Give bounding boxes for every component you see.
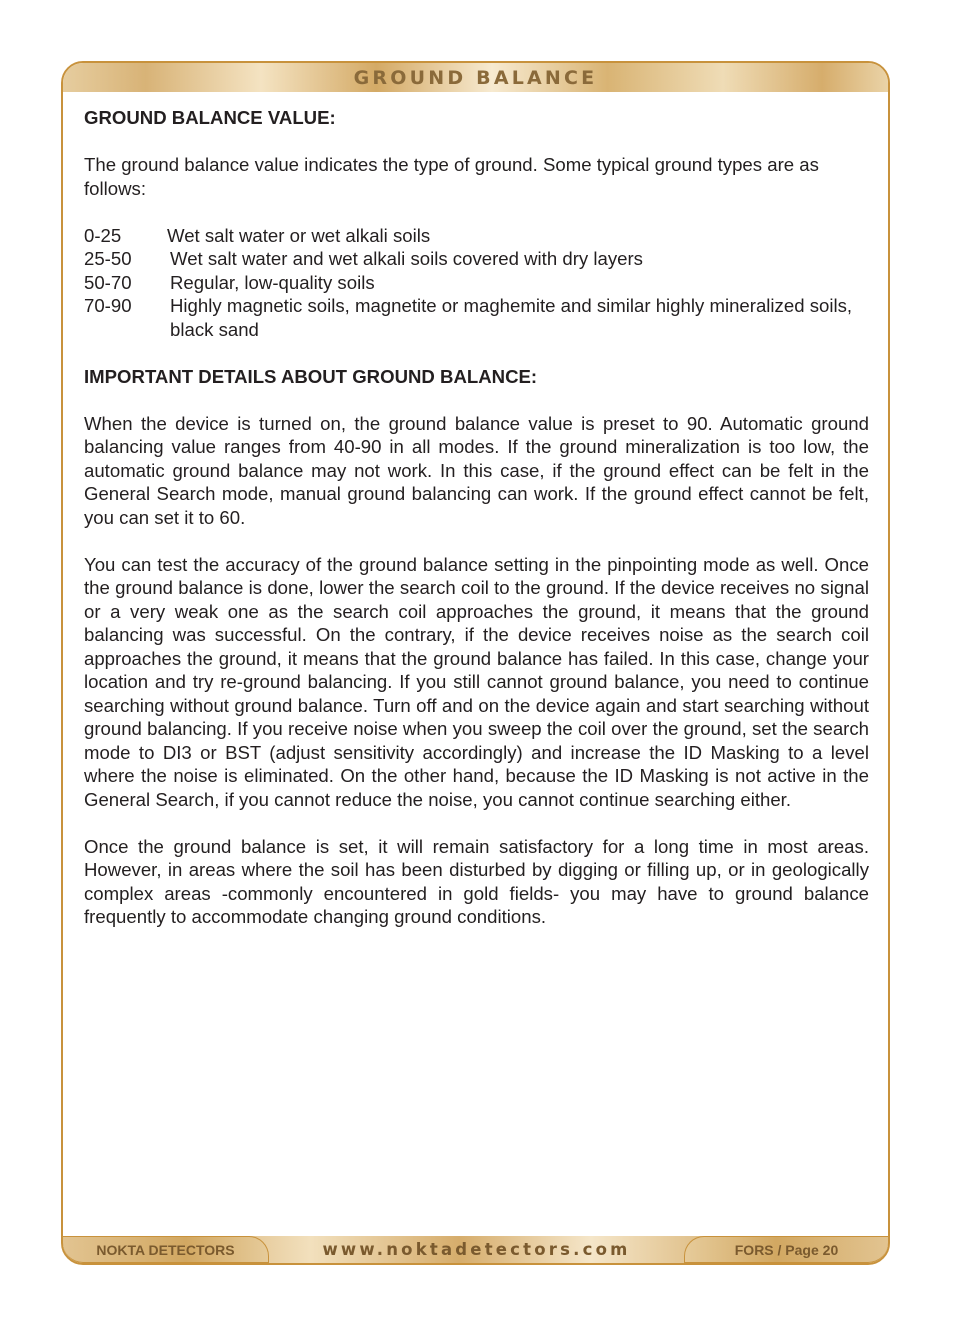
footer-brand-tab	[63, 1236, 269, 1263]
page-header	[63, 63, 888, 92]
page-title: GROUND BALANCE	[353, 66, 598, 89]
range-description: Wet salt water or wet alkali soils	[167, 224, 431, 246]
range-value: 50-70	[84, 271, 132, 293]
page-number: FORS / Page 20	[734, 1241, 839, 1258]
section-heading-important-details: IMPORTANT DETAILS ABOUT GROUND BALANCE:	[84, 365, 538, 387]
section-heading-ground-balance-value: GROUND BALANCE VALUE:	[84, 107, 336, 128]
range-description: Regular, low-quality soils	[170, 271, 375, 293]
intro-paragraph: The ground balance value indicates the type of ground. Some typical ground types are as follows:	[84, 154, 819, 199]
range-description: Highly magnetic soils, magnetite or maghemite and similar highly mineralized soils, black sand	[170, 295, 853, 340]
range-description: Wet salt water and wet alkali soils covered with dry layers	[170, 248, 643, 269]
page-content	[84, 106, 869, 952]
body-paragraph: When the device is turned on, the ground balance value is preset to 90. Automatic ground balancing value ranges from 40-90 in all modes. If the ground mineralization is too low, the automatic ground balance may not work. In this case, if the ground effect can be felt in the General Search mode, manual ground balancing can work. If the ground effect cannot be felt, you can set it to 60.	[84, 412, 869, 528]
list-item	[84, 247, 869, 271]
footer-website-link[interactable]: www.noktadetectors.com	[322, 1240, 631, 1259]
range-value: 25-50	[84, 248, 132, 269]
footer-page-tab	[684, 1236, 888, 1263]
body-paragraph: You can test the accuracy of the ground balance setting in the pinpointing mode as well. Once the ground balance is done, lower the search coil to the ground. If the device receives no signal or a very weak one as the search coil approaches the ground, it means that the ground balancing was successful. On the contrary, if the device receives noise as the search coil approaches the ground, it means that the ground balance has failed. In this case, change your location and try re-ground balancing. If you still cannot ground balance, you need to continue searching without ground balance. Turn off and on the device again and start searching without ground balancing. If you receive noise when you sweep the coil over the ground, set the search mode to DI3 or BST (adjust sensitivity accordingly) and increase the ID Masking to a level where the noise is eliminated. On the other hand, because the ID Masking is not active in the General Search, if you cannot reduce the noise, you cannot continue searching either.	[84, 553, 869, 810]
range-value: 70-90	[84, 295, 132, 316]
ground-type-list	[84, 224, 869, 342]
list-item	[84, 294, 869, 341]
list-item	[84, 271, 869, 295]
footer-brand: NOKTA DETECTORS	[96, 1241, 235, 1258]
list-item	[84, 224, 869, 248]
range-value: 0-25	[84, 224, 122, 246]
body-paragraph: Once the ground balance is set, it will remain satisfactory for a long time in most areas. However, in areas where the soil has been disturbed by digging or filling up, or in geologically complex areas -commonly encountered in gold fields- you may have to ground balance frequently to accommodate changing ground conditions.	[84, 835, 869, 927]
